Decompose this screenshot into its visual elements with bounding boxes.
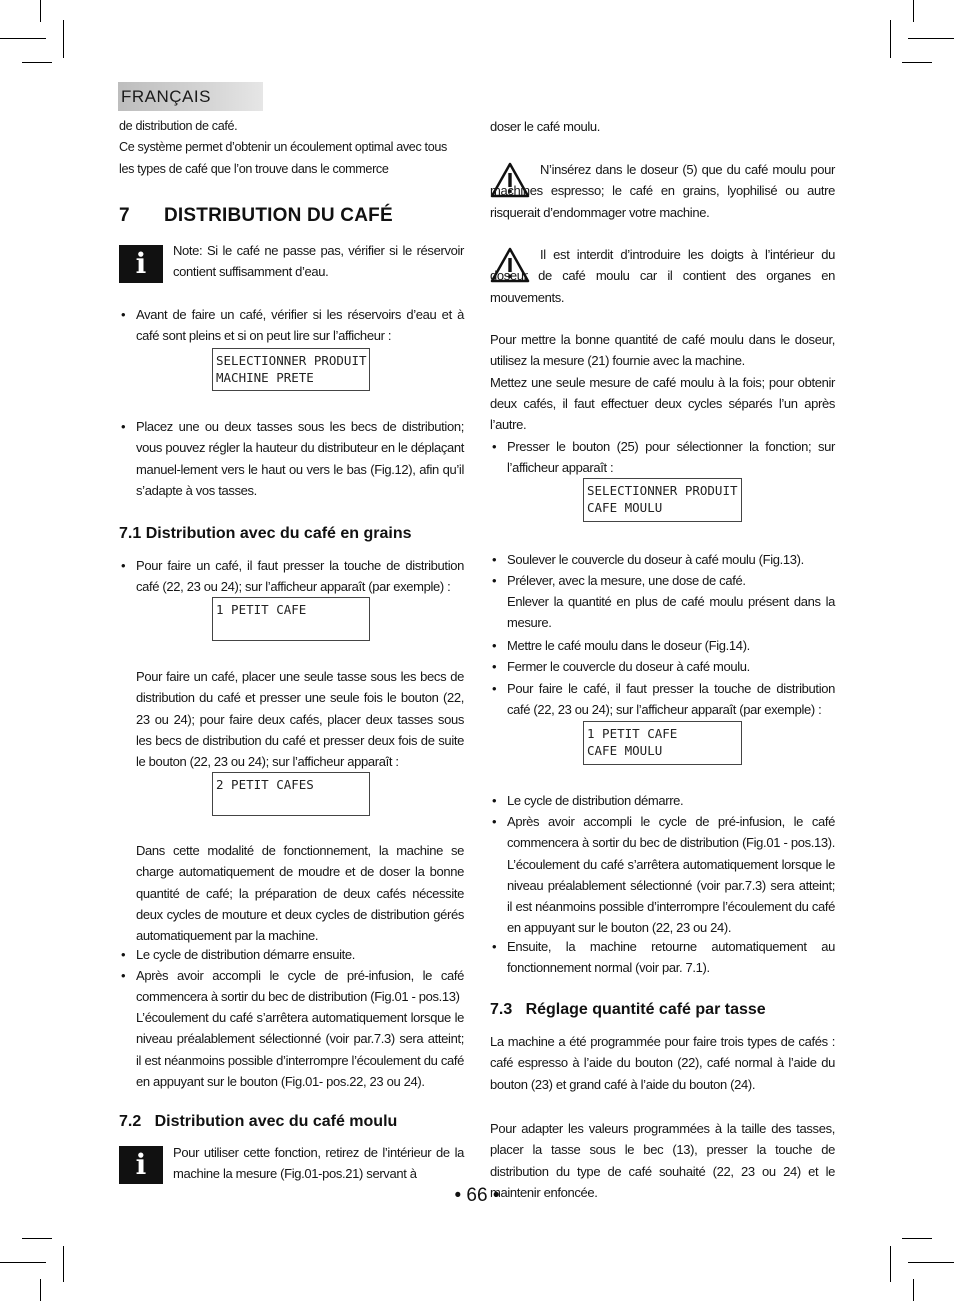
- bullet-text: Après avoir accompli le cycle de pré-infusion, le café commencera à sortir du bec de distribution (Fig.01 - pos.13). L’écoulement du café s’arrêtera automatiquement lorsque le niveau préalablement sélectionné (voir par.7.3) sera atteint; il est néanmoins possible d’interrompre l’écoulement du café en appuyant sur le bouton (22, 23 ou 24).: [507, 814, 835, 936]
- bullet-text: Pour faire un café, il faut presser la touche de distribution café (22, 23 ou 24); sur l’afficheur apparaît (par exemple) :: [136, 558, 464, 595]
- bullet-marker: •: [492, 659, 497, 674]
- paragraph-text: L’écoulement du café s’arrêtera automatiquement lorsque le niveau préalablement sélectionné (voir par.7.3) sera atteint; il est néanmoins possible d’interrompre l’écoulement du café en appuyant sur le bouton (Fig.01- pos.22, 23 ou 24).: [136, 1010, 464, 1089]
- display-line: SELECTIONNER PRODUIT: [216, 353, 367, 368]
- display-line: MACHINE PRETE: [216, 370, 314, 385]
- crop-mark: [22, 62, 52, 63]
- bullet-text: Avant de faire un café, vérifier si les réservoirs d’eau et à café sont pleins et si on peut lire sur l’afficheur :: [136, 307, 464, 344]
- paragraph-text: La machine a été programmée pour faire trois types de cafés : café espresso à l’aide du bouton (22), café normal à l’aide du bouton (23) et grand café à l’aide du bouton (24).: [490, 1034, 835, 1092]
- bullet-text: Prélever, avec la mesure, une dose de café.: [507, 573, 746, 588]
- page-number: • 66 •: [454, 1185, 500, 1206]
- crop-mark: [63, 1246, 64, 1282]
- bullet-marker: •: [492, 573, 497, 588]
- bullet-marker: •: [492, 793, 497, 808]
- warning-text: N’insérez dans le doseur (5) que du café moulu pour machines espresso; le café en grains, lyophilisé ou autre risquerait d’endommager votre machine.: [490, 162, 835, 220]
- bullet-text: Soulever le couvercle du doseur à café moulu (Fig.13).: [507, 552, 804, 567]
- bullet-text: Après avoir accompli le cycle de pré-infusion, le café commencera à sortir du bec de distribution (Fig.01 - pos.13): [136, 968, 464, 1005]
- note-text: Note: Si le café ne passe pas, vérifier si le réservoir contient suffisamment d’eau.: [173, 243, 464, 280]
- crop-mark: [40, 0, 41, 22]
- display-line: 1 PETIT CAFE: [216, 602, 307, 617]
- bullet-marker: •: [121, 968, 126, 983]
- paragraph-text: Pour adapter les valeurs programmées à la taille des tasses, placer la tasse sous le bec (13), presser la touche de distribution du type de café souhaité (22, 23 ou 24) et le maintenir enfoncée.: [490, 1121, 835, 1200]
- section-number: 7: [119, 205, 130, 226]
- language-tab: FRANÇAIS: [118, 82, 263, 111]
- bullet-marker: •: [492, 439, 497, 454]
- intro-text: de distribution de café. Ce système permet d’obtenir un écoulement optimal avec tous les types de café que l’on trouve dans le commerce: [119, 119, 447, 176]
- display-line: SELECTIONNER PRODUIT: [587, 483, 738, 498]
- crop-mark: [63, 20, 64, 58]
- bullet-text: Le cycle de distribution démarre ensuite.: [136, 947, 356, 962]
- bullet-marker: •: [492, 814, 497, 829]
- crop-mark: [0, 38, 46, 39]
- display-line: 2 PETIT CAFES: [216, 777, 314, 792]
- section-title: DISTRIBUTION DU CAFÉ: [164, 205, 393, 226]
- bullet-text: Ensuite, la machine retourne automatiquement au fonctionnement normal (voir par. 7.1).: [507, 939, 835, 976]
- bullet-text: Placez une ou deux tasses sous les becs de distribution; vous pouvez régler la hauteur du distributeur en le déplaçant manuel-lement vers le haut ou vers le bas (Fig.12), afin qu’il s’adapte à vos tasses.: [136, 419, 464, 498]
- continuation-text: doser le café moulu.: [490, 119, 601, 134]
- display-box: [212, 597, 370, 641]
- display-line: CAFE MOULU: [587, 500, 663, 515]
- info-icon: i: [119, 245, 163, 283]
- bullet-text: Le cycle de distribution démarre.: [507, 793, 684, 808]
- crop-mark: [913, 1279, 914, 1301]
- bullet-marker: •: [492, 681, 497, 696]
- crop-mark: [22, 1238, 52, 1239]
- bullet-marker: •: [492, 552, 497, 567]
- display-box: [212, 348, 370, 391]
- paragraph-text: Pour faire un café, placer une seule tasse sous les becs de distribution du café et presser une seule fois le bouton (22, 23 ou 24); pour faire deux cafés, placer deux tasses sous les becs de distribution du café et presser deux fois de suite le bouton (22, 23 ou 24); sur l’afficheur apparaît :: [136, 669, 464, 770]
- info-icon: i: [119, 1146, 163, 1184]
- bullet-marker: •: [492, 638, 497, 653]
- display-line: 1 PETIT CAFE: [587, 726, 678, 741]
- bullet-marker: •: [121, 419, 126, 434]
- crop-mark: [890, 20, 891, 58]
- bullet-marker: •: [121, 307, 126, 322]
- crop-mark: [40, 1279, 41, 1301]
- paragraph-text: Enlever la quantité en plus de café moulu présent dans la mesure.: [507, 594, 835, 631]
- paragraph-text: Dans cette modalité de fonctionnement, la machine se charge automatiquement de moudre et de doser la bonne quantité de café; la préparation de deux cafés nécessite deux cycles de mouture et deux cycles de distribution gérés automatiquement par la machine.: [136, 843, 464, 944]
- crop-mark: [902, 62, 932, 63]
- bullet-text: Mettre le café moulu dans le doseur (Fig.14).: [507, 638, 750, 653]
- subsection-title: 7.1 Distribution avec du café en grains: [119, 525, 412, 542]
- crop-mark: [0, 1262, 46, 1263]
- display-box: [212, 772, 370, 816]
- display-box: [583, 721, 742, 765]
- bullet-marker: •: [492, 939, 497, 954]
- crop-mark: [913, 0, 914, 22]
- bullet-text: Pour faire le café, il faut presser la touche de distribution café (22, 23 ou 24); sur l’afficheur apparaît (par exemple) :: [507, 681, 835, 718]
- crop-mark: [908, 1262, 954, 1263]
- display-line: CAFE MOULU: [587, 743, 663, 758]
- crop-mark: [908, 38, 954, 39]
- bullet-marker: •: [121, 558, 126, 573]
- warning-text: Il est interdit d’introduire les doigts à l’intérieur du doseur de café moulu car il contient des organes en mouvements.: [490, 247, 835, 305]
- bullet-text: Presser le bouton (25) pour sélectionner la fonction; sur l’afficheur apparaît :: [507, 439, 835, 476]
- bullet-text: Fermer le couvercle du doseur à café moulu.: [507, 659, 750, 674]
- crop-mark: [902, 1238, 932, 1239]
- subsection-title: 7.3 Réglage quantité café par tasse: [490, 1001, 766, 1018]
- note-text: Pour utiliser cette fonction, retirez de l’intérieur de la machine la mesure (Fig.01-pos.21) servant à: [173, 1145, 464, 1182]
- crop-mark: [890, 1246, 891, 1282]
- display-box: [583, 478, 742, 522]
- paragraph-text: Pour mettre la bonne quantité de café moulu dans le doseur, utilisez la mesure (21) fournie avec la machine. Mettez une seule mesure de café moulu à la fois; pour obtenir deux cafés, il faut effectuer deux cycles séparés l’un après l’autre.: [490, 332, 835, 433]
- bullet-marker: •: [121, 947, 126, 962]
- subsection-title: 7.2 Distribution avec du café moulu: [119, 1113, 398, 1130]
